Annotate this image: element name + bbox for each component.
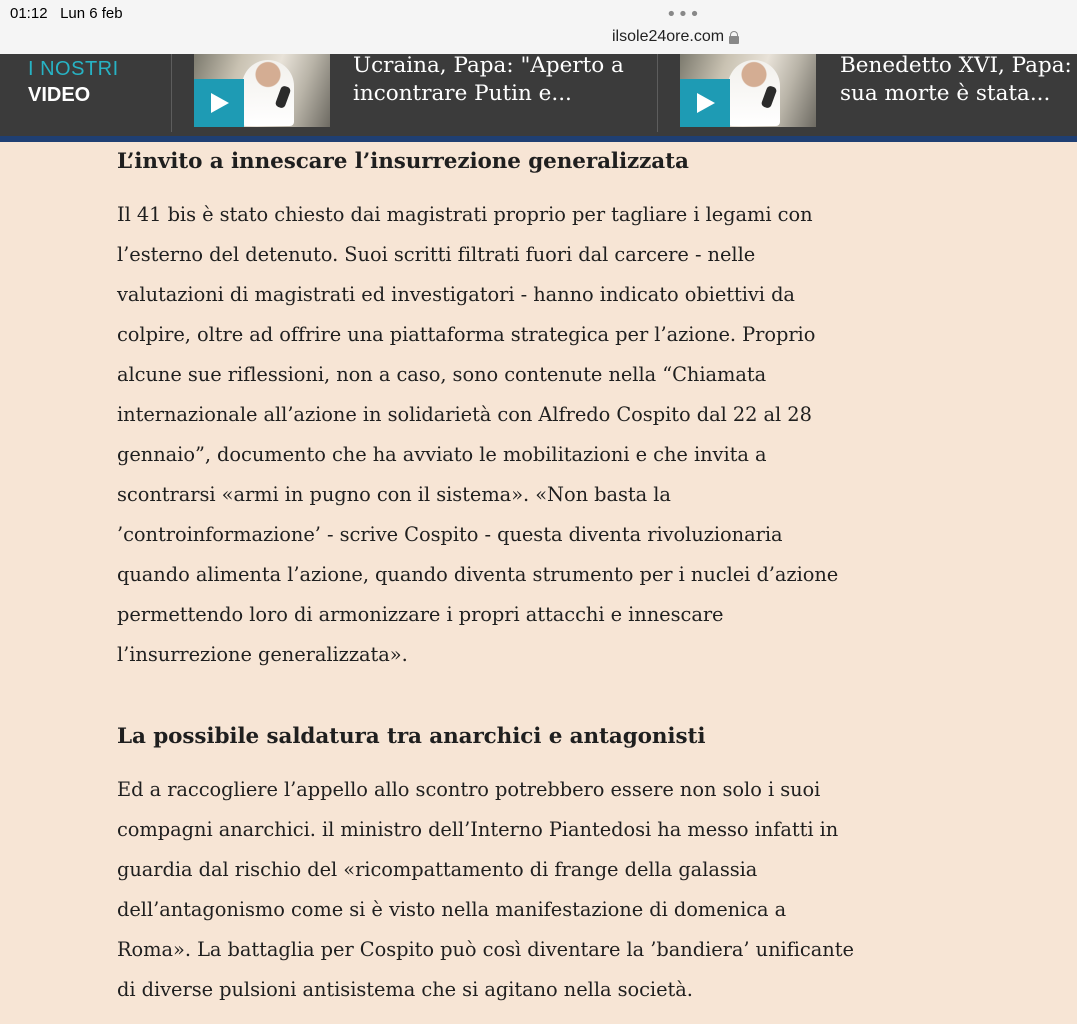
paragraph-line: Roma». La battaglia per Cospito può così diventare la ’bandiera’ unificante	[117, 938, 854, 961]
section-heading: L’invito a innescare l’insurrezione generalizzata	[117, 149, 689, 174]
video-title-line: Benedetto XVI, Papa:	[840, 53, 1072, 78]
videos-label-line1: I NOSTRI	[28, 58, 119, 80]
video-title-line: sua morte è stata...	[840, 81, 1051, 106]
paragraph-line: ’controinformazione’ - scrive Cospito - questa diventa rivoluzionaria	[117, 523, 783, 546]
play-button[interactable]	[680, 79, 730, 127]
play-button[interactable]	[194, 79, 244, 127]
more-dots-icon[interactable]: •••	[666, 4, 701, 25]
paragraph-line: internazionale all’azione in solidarietà con Alfredo Cospito dal 22 al 28	[117, 403, 812, 426]
paragraph-line: di diverse pulsioni antisistema che si agitano nella società.	[117, 978, 693, 1001]
lock-icon	[729, 31, 739, 44]
url-text[interactable]: ilsole24ore.com	[612, 28, 725, 45]
paragraph-line: Il 41 bis è stato chiesto dai magistrati proprio per tagliare i legami con	[117, 203, 813, 226]
paragraph-line: alcune sue riflessioni, non a caso, sono contenute nella “Chiamata	[117, 363, 767, 386]
video-thumbnail[interactable]	[194, 54, 330, 127]
paragraph-line: permettendo loro di armonizzare i propri attacchi e innescare	[117, 603, 724, 626]
clock-time: 01:12	[10, 5, 48, 22]
paragraph-line: l’esterno del detenuto. Suoi scritti filtrati fuori dal carcere - nelle	[117, 243, 756, 266]
paragraph-line: dell’antagonismo come si è visto nella manifestazione di domenica a	[117, 898, 787, 921]
paragraph-line: guardia dal rischio del «ricompattamento di frange della galassia	[117, 858, 758, 881]
section-heading: La possibile saldatura tra anarchici e antagonisti	[117, 724, 706, 749]
strip-divider	[657, 54, 658, 132]
article-paragraph	[117, 770, 854, 1010]
paragraph-line: gennaio”, documento che ha avviato le mobilitazioni e che invita a	[117, 443, 767, 466]
videos-label[interactable]	[28, 56, 119, 108]
paragraph-line: Ed a raccogliere l’appello allo scontro potrebbero essere non solo i suoi	[117, 778, 821, 801]
article-paragraph	[117, 195, 838, 675]
video-title-line: incontrare Putin e...	[353, 81, 572, 106]
address-bar[interactable]	[612, 28, 739, 46]
paragraph-line: colpire, oltre ad offrire una piattaforma strategica per l’azione. Proprio	[117, 323, 816, 346]
status-date: Lun 6 feb	[60, 5, 123, 22]
video-title-line: Ucraina, Papa: "Aperto a	[353, 53, 624, 78]
status-time	[10, 5, 123, 22]
paragraph-line: l’insurrezione generalizzata».	[117, 643, 408, 666]
status-bar	[0, 0, 1077, 54]
video-card[interactable]	[194, 54, 654, 136]
strip-divider	[171, 54, 172, 132]
video-strip	[0, 54, 1077, 136]
paragraph-line: compagni anarchici. il ministro dell’Interno Piantedosi ha messo infatti in	[117, 818, 839, 841]
paragraph-line: quando alimenta l’azione, quando diventa strumento per i nuclei d’azione	[117, 563, 839, 586]
paragraph-line: valutazioni di magistrati ed investigatori - hanno indicato obiettivi da	[117, 283, 795, 306]
videos-label-line2: VIDEO	[28, 84, 91, 106]
video-title[interactable]	[353, 52, 624, 108]
strip-accent-line	[0, 136, 1077, 142]
play-icon	[211, 93, 229, 113]
paragraph-line: scontrarsi «armi in pugno con il sistema». «Non basta la	[117, 483, 671, 506]
video-thumbnail[interactable]	[680, 54, 816, 127]
video-title[interactable]	[840, 52, 1072, 108]
video-card[interactable]	[680, 54, 1077, 136]
play-icon	[697, 93, 715, 113]
